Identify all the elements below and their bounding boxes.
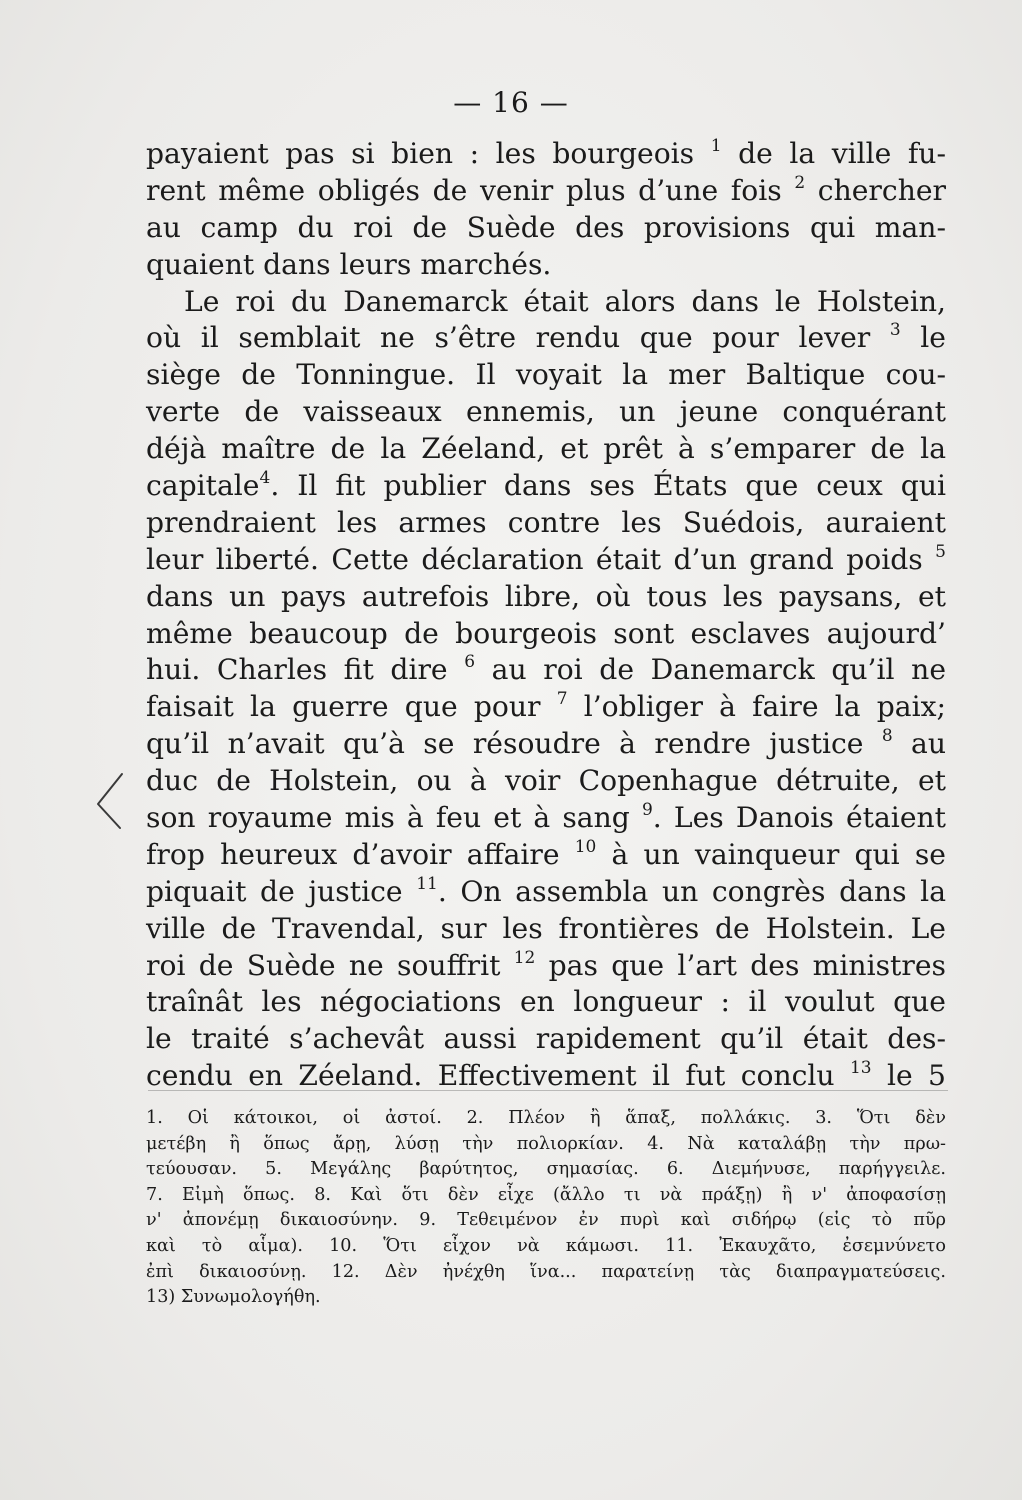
text-line: déjà maître de la Zéeland, et prêt à s’emparer de la xyxy=(146,432,946,466)
footnote-line: ἐπὶ δικαιοσύνῃ. 12. Δὲν ἠνέχθη ἵνα... παρατείνῃ τὰς διαπραγματεύσεις. xyxy=(146,1261,946,1282)
margin-pencil-mark xyxy=(92,770,136,830)
footnote-line: καὶ τὸ αἷμα). 10. Ὅτι εἶχον νὰ κάμωσι. 11. Ἐκαυχᾶτο, ἐσεμνύνετο xyxy=(146,1235,946,1256)
text-line: ville de Travendal, sur les frontières de Holstein. Le xyxy=(146,911,946,945)
text-line: dans un pays autrefois libre, où tous les paysans, et xyxy=(146,579,946,613)
text-line: traînât les négociations en longueur : il voulut que xyxy=(146,985,946,1019)
text-line: hui. Charles fit dire $^6$ au roi de Danemarck qu’il ne xyxy=(146,652,946,687)
text-line: duc de Holstein, ou à voir Copenhague détruite, et xyxy=(146,764,946,798)
footnote-line: 13) Συνωμολογήθη. xyxy=(146,1287,321,1308)
footnote-line: τεύουσαν. 5. Μεγάλης βαρύτητος, σημασίας. 6. Διεμήνυσε, παρήγγειλε. xyxy=(146,1159,946,1180)
text-line: payaient pas si bien : les bourgeois $^1$ de la ville fu- xyxy=(146,136,946,170)
text-line: cendu en Zéeland. Effectivement il fut conclu $^{13}$ le 5 xyxy=(146,1058,946,1093)
footnote-line: 1. Οἱ κάτοικοι, οἱ ἀστοί. 2. Πλέον ἢ ἅπαξ, πολλάκις. 3. Ὅτι δὲν xyxy=(146,1108,946,1128)
text-line: frop heureux d’avoir affaire $^{10}$ à un vainqueur qui se xyxy=(146,836,946,871)
text-line: où il semblait ne s’être rendu que pour lever $^3$ le xyxy=(146,320,946,355)
text-line: même beaucoup de bourgeois sont esclaves aujourd’ xyxy=(146,616,946,650)
text-line: leur liberté. Cette déclaration était d’un grand poids $^5$ xyxy=(146,541,946,576)
footnote-divider xyxy=(148,1090,948,1091)
text-line: prendraient les armes contre les Suédois, auraient xyxy=(146,505,946,539)
footnote-line: 7. Εἰμὴ ὅπως. 8. Καὶ ὅτι δὲν εἶχε (ἄλλο τι νὰ πράξῃ) ἢ ν' ἀποφασίσῃ xyxy=(146,1184,946,1205)
text-line: verte de vaisseaux ennemis, un jeune conquérant xyxy=(146,395,946,429)
footnote-line: μετέβη ἢ ὅπως ἄρῃ, λύσῃ τὴν πολιορκίαν. 4. Νὰ καταλάβῃ τὴν πρω- xyxy=(146,1133,946,1154)
text-line: siège de Tonningue. Il voyait la mer Baltique cou- xyxy=(146,358,946,392)
text-line: quaient dans leurs marchés. xyxy=(146,247,552,281)
text-line: Le roi du Danemarck était alors dans le Holstein, xyxy=(184,284,946,318)
text-line: piquait de justice $^{11}$. On assembla un congrès dans la xyxy=(146,873,946,908)
footnote-line: ν' ἀπονέμῃ δικαιοσύνην. 9. Τεθειμένον ἐν πυρὶ καὶ σιδήρῳ (εἰς τὸ πῦρ xyxy=(146,1210,946,1231)
text-line: son royaume mis à feu et à sang $^9$. Les Danois étaient xyxy=(146,800,946,835)
footnotes xyxy=(146,1106,946,1311)
text-line: faisait la guerre que pour $^7$ l’obliger à faire la paix; xyxy=(146,689,946,724)
text-line: rent même obligés de venir plus d’une fois $^2$ chercher xyxy=(146,172,947,207)
text-line: roi de Suède ne souffrit $^{12}$ pas que l’art des ministres xyxy=(146,947,947,982)
page-number: — 16 — xyxy=(453,86,569,119)
text-line: qu’il n’avait qu’à se résoudre à rendre justice $^8$ au xyxy=(146,726,947,761)
text-line: capitale$^4$. Il fit publier dans ses États que ceux qui xyxy=(146,468,946,503)
text-line: le traité s’achevât aussi rapidement qu’il était des- xyxy=(146,1022,946,1056)
main-text xyxy=(146,136,946,1095)
text-line: au camp du roi de Suède des provisions qui man- xyxy=(146,210,946,244)
